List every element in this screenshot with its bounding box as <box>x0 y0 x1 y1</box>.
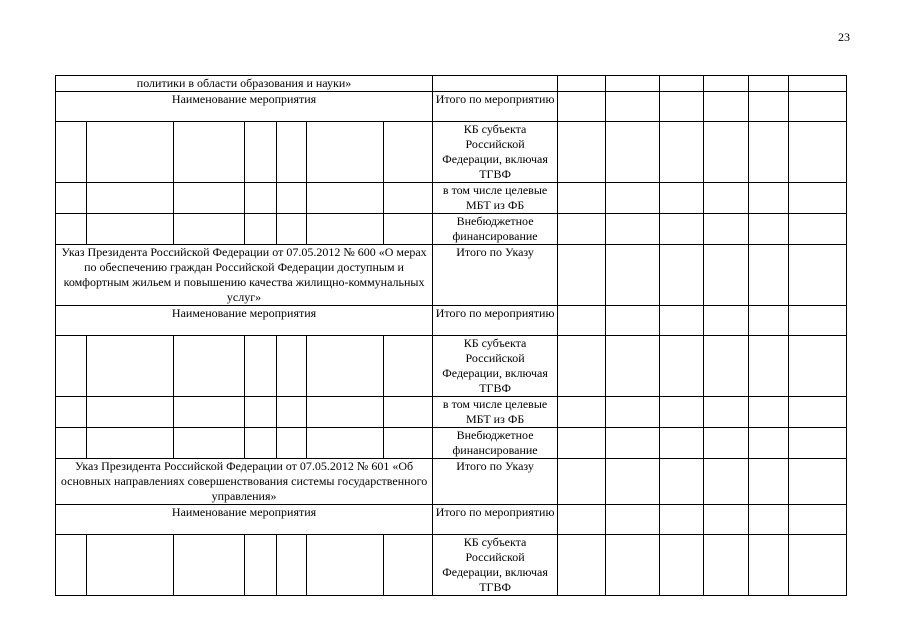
table-row <box>56 505 847 535</box>
table-cell <box>704 535 749 596</box>
table-cell <box>56 214 87 245</box>
table-cell <box>56 336 87 397</box>
table-cell <box>606 336 660 397</box>
table-cell <box>174 183 245 214</box>
table-cell <box>660 214 704 245</box>
table-cell <box>87 336 174 397</box>
kb-subject-label: КБ субъекта Российской Федерации, включая ТГВФ <box>433 122 558 183</box>
table-cell <box>558 428 606 459</box>
table-cell <box>307 336 384 397</box>
table-cell <box>245 183 277 214</box>
table-cell <box>245 336 277 397</box>
table-cell <box>606 245 660 306</box>
table-cell <box>174 214 245 245</box>
table-cell <box>704 505 749 535</box>
table-cell <box>606 214 660 245</box>
table-cell <box>749 336 789 397</box>
event-name-header: Наименование мероприятия <box>56 505 433 535</box>
table-cell <box>174 428 245 459</box>
table-cell <box>789 336 847 397</box>
table-cell <box>87 183 174 214</box>
table-cell <box>384 535 433 596</box>
table-cell <box>704 306 749 336</box>
plan-table <box>55 75 847 596</box>
table-cell <box>789 306 847 336</box>
table-cell <box>56 428 87 459</box>
table-row <box>56 306 847 336</box>
table-cell <box>307 214 384 245</box>
table-cell <box>704 76 749 92</box>
table-cell <box>307 183 384 214</box>
table-cell <box>56 397 87 428</box>
table-cell <box>660 92 704 122</box>
table-cell <box>789 459 847 505</box>
table-cell <box>56 183 87 214</box>
table-cell <box>660 183 704 214</box>
table-cell <box>277 428 307 459</box>
table-cell <box>433 76 558 92</box>
table-cell <box>558 76 606 92</box>
table-cell <box>384 428 433 459</box>
table-row <box>56 336 847 397</box>
table-cell <box>749 92 789 122</box>
table-cell <box>384 397 433 428</box>
event-name-header: Наименование мероприятия <box>56 306 433 336</box>
table-row <box>56 535 847 596</box>
table-cell <box>56 122 87 183</box>
table-cell <box>277 336 307 397</box>
table-row <box>56 183 847 214</box>
table-cell <box>245 214 277 245</box>
table-cell <box>87 535 174 596</box>
table-cell <box>277 214 307 245</box>
table-cell <box>606 306 660 336</box>
table-row <box>56 397 847 428</box>
section-title-continued: политики в области образования и науки» <box>56 76 433 92</box>
table-cell <box>704 122 749 183</box>
table-cell <box>87 122 174 183</box>
table-cell <box>749 306 789 336</box>
table-cell <box>606 183 660 214</box>
table-cell <box>277 183 307 214</box>
table-cell <box>606 535 660 596</box>
table-cell <box>87 214 174 245</box>
table-cell <box>606 428 660 459</box>
table-cell <box>558 306 606 336</box>
table-cell <box>749 214 789 245</box>
table-row <box>56 76 847 92</box>
kb-subject-label: КБ субъекта Российской Федерации, включая ТГВФ <box>433 535 558 596</box>
table-cell <box>277 122 307 183</box>
table-cell <box>277 535 307 596</box>
table-cell <box>606 122 660 183</box>
decree-601-title: Указ Президента Российской Федерации от 07.05.2012 № 601 «Об основных направлениях совершенствования системы государственного управления» <box>56 459 433 505</box>
table-cell <box>558 535 606 596</box>
table-cell <box>704 214 749 245</box>
table-cell <box>87 397 174 428</box>
table-cell <box>245 428 277 459</box>
table-cell <box>749 505 789 535</box>
total-per-decree-label: Итого по Указу <box>433 459 558 505</box>
table-cell <box>307 397 384 428</box>
table-cell <box>749 428 789 459</box>
table-cell <box>749 459 789 505</box>
table-cell <box>307 122 384 183</box>
total-per-event-label: Итого по мероприятию <box>433 306 558 336</box>
table-cell <box>749 397 789 428</box>
table-row <box>56 214 847 245</box>
table-cell <box>789 183 847 214</box>
event-name-header: Наименование мероприятия <box>56 92 433 122</box>
table-cell <box>749 245 789 306</box>
table-cell <box>704 397 749 428</box>
table-cell <box>704 245 749 306</box>
table-cell <box>606 76 660 92</box>
table-cell <box>558 397 606 428</box>
table-cell <box>749 76 789 92</box>
table-cell <box>789 505 847 535</box>
table-cell <box>384 183 433 214</box>
table-cell <box>384 122 433 183</box>
table-cell <box>660 459 704 505</box>
table-cell <box>789 428 847 459</box>
table-cell <box>277 397 307 428</box>
page-number: 23 <box>838 30 850 44</box>
table-cell <box>660 306 704 336</box>
total-per-event-label: Итого по мероприятию <box>433 92 558 122</box>
table-cell <box>789 214 847 245</box>
decree-600-title: Указ Президента Российской Федерации от 07.05.2012 № 600 «О мерах по обеспечению граждан Российской Федерации доступным и комфортным жильем и повышению качества жилищно-коммунальных услуг» <box>56 245 433 306</box>
table-cell <box>789 245 847 306</box>
table-cell <box>87 428 174 459</box>
table-cell <box>704 428 749 459</box>
table-cell <box>660 122 704 183</box>
table-row <box>56 428 847 459</box>
table-cell <box>660 336 704 397</box>
table-cell <box>384 336 433 397</box>
table-cell <box>245 397 277 428</box>
table-cell <box>558 214 606 245</box>
table-cell <box>558 505 606 535</box>
table-cell <box>704 459 749 505</box>
table-cell <box>174 535 245 596</box>
table-cell <box>749 183 789 214</box>
table-cell <box>558 183 606 214</box>
table-cell <box>606 505 660 535</box>
table-cell <box>384 214 433 245</box>
table-cell <box>704 92 749 122</box>
table-cell <box>606 92 660 122</box>
extrabudget-label: Внебюджетное финансирование <box>433 214 558 245</box>
including-mbt-label: в том числе целевые МБТ из ФБ <box>433 183 558 214</box>
table-row <box>56 92 847 122</box>
extrabudget-label: Внебюджетное финансирование <box>433 428 558 459</box>
total-per-decree-label: Итого по Указу <box>433 245 558 306</box>
table-cell <box>789 92 847 122</box>
table-cell <box>660 535 704 596</box>
table-cell <box>789 76 847 92</box>
table-cell <box>660 245 704 306</box>
table-cell <box>789 122 847 183</box>
table-cell <box>660 428 704 459</box>
table-cell <box>704 183 749 214</box>
table-cell <box>558 245 606 306</box>
table-cell <box>789 535 847 596</box>
table-cell <box>307 535 384 596</box>
table-cell <box>174 122 245 183</box>
table-cell <box>704 336 749 397</box>
table-cell <box>558 336 606 397</box>
table-cell <box>307 428 384 459</box>
table-cell <box>660 505 704 535</box>
table-cell <box>749 535 789 596</box>
table-cell <box>174 397 245 428</box>
table-cell <box>749 122 789 183</box>
including-mbt-label: в том числе целевые МБТ из ФБ <box>433 397 558 428</box>
table-cell <box>245 122 277 183</box>
table-row <box>56 459 847 505</box>
table-cell <box>558 459 606 505</box>
kb-subject-label: КБ субъекта Российской Федерации, включая ТГВФ <box>433 336 558 397</box>
table-row <box>56 122 847 183</box>
table-cell <box>56 535 87 596</box>
table-cell <box>558 122 606 183</box>
total-per-event-label: Итого по мероприятию <box>433 505 558 535</box>
table-cell <box>606 459 660 505</box>
table-row <box>56 245 847 306</box>
table-cell <box>558 92 606 122</box>
table-cell <box>245 535 277 596</box>
table-cell <box>660 76 704 92</box>
table-cell <box>606 397 660 428</box>
table-cell <box>660 397 704 428</box>
table-cell <box>174 336 245 397</box>
table-cell <box>789 397 847 428</box>
